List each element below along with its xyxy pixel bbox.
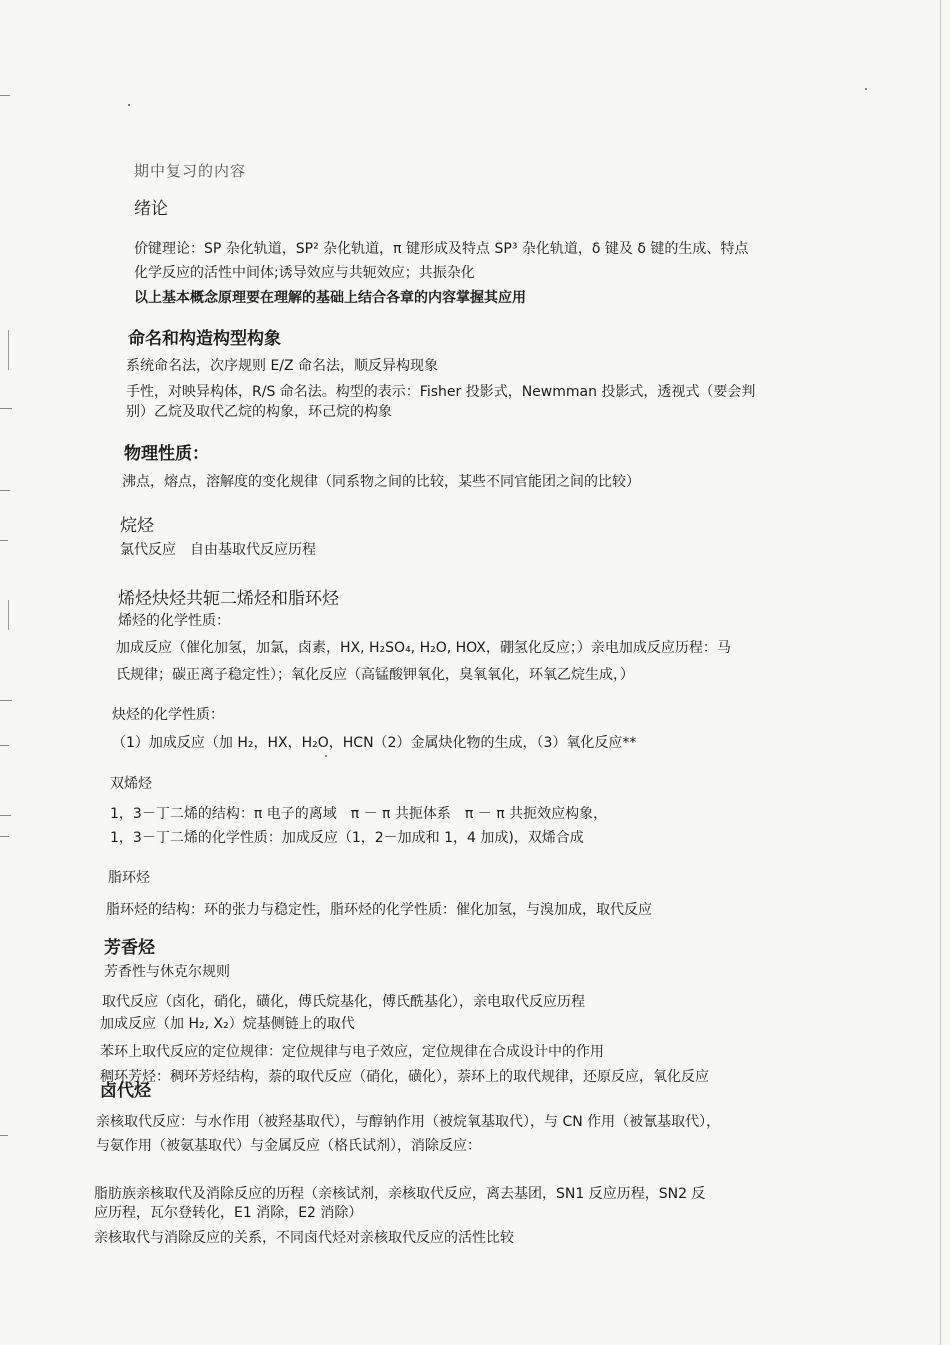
section-heading-alkane: 烷烃: [120, 516, 154, 536]
alkene-line-2: 氏规律；碳正离子稳定性）；氧化反应（高锰酸钾氧化，臭氧氧化，环氧乙烷生成，）: [116, 667, 634, 683]
aromatic-line-4: 苯环上取代反应的定位规律：定位规律与电子效应，定位规律在合成设计中的作用: [100, 1044, 604, 1060]
aromatic-line-1: 芳香性与休克尔规则: [104, 964, 230, 980]
cyclo-subheading: 脂环烃: [108, 870, 150, 886]
section-heading-naming: 命名和构造构型构象: [128, 329, 281, 349]
scan-speck: [325, 755, 327, 757]
diene-line-1: 1，3－丁二烯的结构：π 电子的离域 π － π 共扼体系 π － π 共扼效应构象，: [110, 806, 608, 822]
alkane-line-1: 氯代反应 自由基取代反应历程: [120, 542, 316, 558]
alkyne-line-1: （1）加成反应（加 H₂，HX，H₂O，HCN（2）金属炔化物的生成，（3）氧化反应**: [112, 735, 637, 751]
halide-line-4: 应历程，瓦尔登转化，E1 消除，E2 消除）: [94, 1205, 363, 1221]
aromatic-line-5: 稠环芳烃：稠环芳烃结构，萘的取代反应（硝化，磺化），萘环上的取代规律，还原反应，氧化反应: [100, 1069, 709, 1085]
halide-line-5: 亲核取代与消除反应的关系，不同卤代烃对亲核取代反应的活性比较: [94, 1230, 514, 1246]
alkyne-subheading: 炔烃的化学性质：: [112, 707, 224, 723]
aromatic-line-3: 加成反应（加 H₂, X₂）烷基侧链上的取代: [100, 1016, 355, 1032]
section-heading-intro: 绪论: [134, 199, 168, 219]
alkene-subheading: 烯烃的化学性质：: [118, 613, 230, 629]
document-title: 期中复习的内容: [134, 162, 247, 180]
diene-line-2: 1，3－丁二烯的化学性质：加成反应（1，2－加成和 1，4 加成)，双烯合成: [110, 830, 584, 846]
section-heading-aromatic: 芳香烃: [104, 938, 155, 958]
naming-line-1: 系统命名法，次序规则 E/Z 命名法，顺反异构现象: [126, 358, 439, 374]
naming-line-2: 手性，对映异构体，R/S 命名法。构型的表示：Fisher 投影式，Newmman 投影式，透视式（要会判: [126, 384, 756, 400]
binding-margin-marks: [0, 0, 16, 1345]
halide-line-2: 与氨作用（被氨基取代）与金属反应（格氏试剂），消除反应：: [96, 1138, 481, 1154]
intro-line-1: 价键理论：SP 杂化轨道，SP² 杂化轨道，π 键形成及特点 SP³ 杂化轨道，δ 键及 δ 键的生成、特点: [134, 241, 749, 257]
diene-subheading: 双烯烃: [110, 776, 152, 792]
alkene-line-1: 加成反应（催化加氢，加氯，卤素，HX, H₂SO₄, H₂O, HOX，硼氢化反应；）亲电加成反应历程：马: [116, 640, 731, 656]
page-edge-shadow: [940, 0, 941, 1345]
section-heading-alkene: 烯烃炔烃共轭二烯烃和脂环烃: [118, 589, 339, 609]
halide-line-3: 脂肪族亲核取代及消除反应的历程（亲核试剂，亲核取代反应，离去基团，SN1 反应历程，SN2 反: [94, 1186, 706, 1202]
section-heading-halide: 卤代烃: [100, 1081, 151, 1101]
cyclo-line-1: 脂环烃的结构：环的张力与稳定性，脂环烃的化学性质：催化加氢，与溴加成，取代反应: [106, 902, 652, 918]
halide-line-1: 亲核取代反应：与水作用（被羟基取代），与醇钠作用（被烷氧基取代），与 CN 作用（被氰基取代），: [96, 1114, 721, 1130]
naming-line-3: 别）乙烷及取代乙烷的构象，环己烷的构象: [126, 404, 392, 420]
physical-line-1: 沸点，熔点，溶解度的变化规律（同系物之间的比较，某些不同官能团之间的比较）: [122, 474, 640, 490]
scan-speck: [128, 104, 130, 106]
section-heading-physical: 物理性质：: [124, 444, 209, 464]
intro-line-2: 化学反应的活性中间体;诱导效应与共轭效应；共振杂化: [134, 265, 475, 281]
aromatic-line-2: 取代反应（卤化，硝化，磺化，傅氏烷基化，傅氏酰基化），亲电取代反应历程: [102, 994, 585, 1010]
intro-line-3: 以上基本概念原理要在理解的基础上结合各章的内容掌握其应用: [134, 290, 526, 306]
scan-speck: [865, 88, 867, 90]
